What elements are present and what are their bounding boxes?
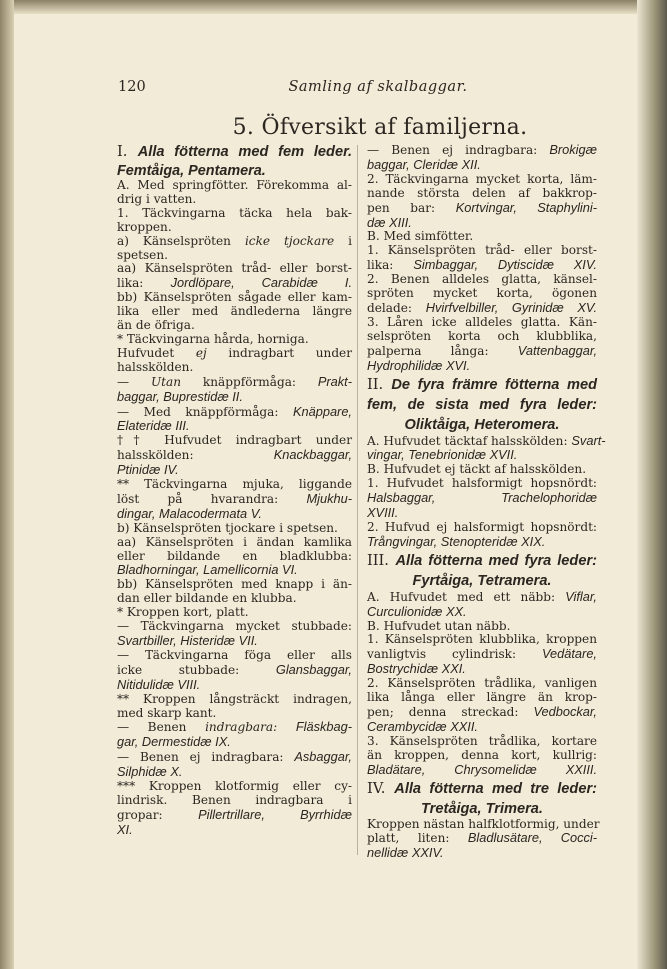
text-line — [117, 333, 352, 347]
text-line — [117, 434, 352, 448]
text-line — [117, 419, 352, 434]
taxon-name: dingar, Malacodermata V. — [117, 505, 262, 521]
page-right-edge — [637, 0, 667, 969]
text-line — [367, 521, 597, 535]
text-span: indragbart under — [206, 345, 352, 360]
group-heading-line — [117, 143, 352, 161]
running-title: Samling af skalbaggar. — [288, 79, 468, 95]
text-line — [367, 244, 597, 258]
taxon-name: Prakt- — [317, 373, 352, 389]
text-line — [117, 663, 352, 678]
taxon-name: Trångvingar, Stenopteridæ XIX. — [367, 533, 546, 549]
text-line — [117, 522, 352, 536]
text-span: * Kroppen kort, platt. — [117, 605, 249, 620]
text-span: platt, liten: — [367, 831, 468, 846]
text-span: 2. Täckvingarna mycket korta, läm- — [367, 171, 597, 186]
right-column — [367, 142, 606, 861]
text-line — [117, 606, 352, 620]
text-span: *** Kroppen klotformig eller cy- — [117, 779, 352, 794]
text-line — [117, 478, 352, 492]
text-span: IV. — [367, 779, 395, 797]
text-line — [117, 720, 352, 735]
text-line — [117, 649, 352, 663]
text-line — [367, 301, 597, 316]
text-span: icke tjockare — [244, 233, 335, 248]
taxon-name: Cerambycidæ XXII. — [367, 718, 478, 734]
text-span: än de öfriga. — [117, 318, 195, 333]
text-line — [367, 831, 597, 846]
text-line — [367, 330, 597, 344]
text-span: halsskölden. — [117, 359, 194, 374]
text-line — [117, 693, 352, 707]
text-span: dan eller bildande en klubba. — [117, 591, 297, 606]
taxon-name: Silphidæ X. — [117, 764, 183, 780]
text-line — [367, 273, 597, 287]
text-line — [367, 506, 597, 521]
text-span: I. — [117, 143, 138, 160]
text-line — [117, 578, 352, 592]
taxon-name: Nitidulidæ VIII. — [117, 676, 201, 692]
text-line — [117, 780, 352, 794]
text-span: aa) Känselspröten tråd- eller borst- — [117, 261, 352, 276]
text-span: delade: — [367, 300, 426, 315]
text-line — [367, 691, 597, 705]
text-line — [117, 735, 352, 750]
text-span: halsskölden: — [117, 448, 274, 463]
text-span: icke stubbade: — [117, 662, 276, 677]
text-span: Femtåiga, Pentamera. — [117, 163, 266, 179]
text-span: kroppen. — [117, 219, 172, 234]
text-span: b) Känselspröten tjockare i spetsen. — [117, 520, 338, 535]
text-line — [117, 620, 352, 634]
text-line — [117, 794, 352, 808]
text-span: nande största delen af bakkrop- — [367, 185, 597, 200]
text-span: pen; denna streckad: — [367, 705, 534, 719]
group-heading-line — [367, 376, 597, 394]
text-span: Alla fötterna med fem leder. — [137, 144, 352, 160]
text-line — [367, 173, 597, 187]
text-line — [367, 816, 600, 832]
taxon-name: Viflar, — [565, 588, 597, 604]
text-span: ej — [195, 345, 207, 360]
taxon-name: Fläskbag- — [295, 719, 352, 735]
text-span: pen bar: — [367, 200, 456, 215]
taxon-name: Vattenbaggar, — [517, 342, 597, 358]
text-line — [367, 359, 597, 374]
text-line — [117, 765, 352, 780]
page-top-edge — [0, 0, 667, 14]
taxon-name: Halsbaggar, Trachelophoridæ — [367, 490, 597, 506]
text-span: Kroppen nästan halfklotformig, under — [367, 816, 600, 831]
text-span: 2. Hufvud ej halsformigt hopsnördt: — [367, 519, 597, 534]
text-span: a) Känselspröten — [117, 233, 245, 248]
text-span: — Täckvingarna föga eller alls — [117, 647, 352, 662]
taxon-name: Vedbockar, — [533, 704, 597, 719]
taxon-name: XI. — [117, 821, 133, 837]
text-span: fem, de sista med fyra leder: — [367, 396, 597, 413]
text-line — [367, 143, 597, 158]
group-heading-line — [367, 780, 597, 798]
text-span: 1. Hufvudet halsformigt hopsnördt: — [367, 476, 597, 491]
text-line — [117, 592, 352, 606]
group-heading-line — [117, 163, 352, 179]
text-line — [117, 221, 352, 235]
taxon-name: Hvirfvelbiller, Gyrinidæ XV. — [425, 299, 598, 315]
text-span: drig i vatten. — [117, 191, 197, 206]
text-span: knäppförmåga: — [181, 374, 318, 389]
text-line — [367, 677, 597, 691]
text-span: A. Hufvudet med ett näbb: — [367, 589, 566, 604]
text-line — [367, 647, 597, 662]
text-line — [117, 550, 352, 564]
text-line — [367, 763, 597, 778]
text-line — [117, 235, 352, 249]
text-span: löst på hvarandra: — [117, 491, 307, 506]
taxon-name: Knackbaggar, — [273, 447, 352, 463]
text-line — [117, 536, 352, 550]
text-span: — Benen ej indragbara: — [117, 750, 295, 765]
text-span: aa) Känselspröten i ändan kamlika — [117, 534, 352, 549]
taxon-name: gar, Dermestidæ IX. — [117, 734, 231, 750]
group-heading-line — [367, 396, 597, 414]
page-number: 120 — [118, 79, 146, 95]
text-span: lika långa eller längre än krop- — [367, 690, 597, 705]
text-line — [117, 507, 352, 522]
text-line — [117, 319, 352, 333]
text-line — [117, 361, 352, 375]
text-line — [367, 216, 597, 231]
text-span: lika eller med ändlederna längre — [117, 304, 352, 319]
taxon-name: Kortvingar, Staphylini- — [455, 199, 598, 215]
text-line — [367, 720, 597, 735]
text-line — [367, 477, 597, 491]
text-line — [117, 808, 352, 823]
page-header — [118, 79, 638, 99]
text-span: vanligtvis cylindrisk: — [367, 647, 542, 662]
text-span: 1. Känselspröten klubblika, kroppen — [367, 632, 597, 647]
text-line — [117, 750, 352, 765]
taxon-name: Bladlusätare, Cocci- — [467, 830, 597, 846]
text-line — [367, 605, 597, 620]
text-span: bb) Känselspröten med knapp i än- — [117, 577, 352, 592]
taxon-name: Jordlöpare, Carabidæ I. — [170, 275, 352, 291]
text-span: i — [334, 233, 352, 248]
taxon-name: Asbaggar, — [294, 749, 352, 765]
taxon-name: Ptinidæ IV. — [117, 462, 179, 478]
text-line — [117, 492, 352, 507]
text-line — [367, 620, 597, 634]
text-span: spetsen. — [117, 247, 168, 262]
text-line — [367, 749, 597, 763]
text-line — [367, 158, 597, 173]
text-line — [367, 187, 597, 201]
text-span: 2. Benen alldeles glatta, känsel- — [367, 272, 597, 287]
text-line — [367, 491, 597, 506]
text-line — [117, 678, 352, 693]
text-span: 1. Känselspröten tråd- eller borst- — [367, 243, 597, 258]
text-line — [367, 344, 597, 359]
text-span: Oliktåiga, Heteromera. — [404, 416, 560, 433]
taxon-name: Glansbaggar, — [275, 661, 352, 677]
text-span: — Täckvingarna mycket stubbade: — [117, 619, 352, 634]
text-line — [117, 291, 352, 305]
text-span: — Benen — [117, 720, 206, 735]
text-line — [367, 448, 597, 463]
taxon-name: vingar, Tenebrionidæ XVII. — [367, 447, 518, 463]
text-span: Alla fötterna med fyra leder: — [395, 552, 597, 569]
text-span: A. Hufvudet täcktaf halsskölden: — [367, 433, 572, 448]
text-span: III. — [367, 551, 396, 569]
text-span: 1. Täckvingarna täcka hela bak- — [117, 205, 352, 220]
text-span: indragbara: — [205, 720, 278, 735]
text-line — [117, 262, 352, 276]
text-span: * Täckvingarna hårda, horniga. — [117, 331, 309, 346]
taxon-name: XVIII. — [367, 505, 399, 521]
taxon-name: Elateridæ III. — [117, 418, 190, 434]
text-line — [367, 535, 597, 550]
text-line — [367, 201, 597, 216]
text-line — [117, 347, 352, 361]
text-span: 3. Känselspröten trådlika, kortare — [367, 733, 597, 748]
text-span: bb) Känselspröten sågade eller kam- — [117, 290, 352, 305]
text-span: Utan — [150, 374, 182, 389]
text-span: ** Täckvingarna mjuka, liggande — [117, 477, 352, 492]
text-line — [117, 207, 352, 221]
text-span: Hufvudet — [117, 345, 196, 360]
taxon-name: baggar, Cleridæ XII. — [367, 156, 481, 172]
text-line — [367, 735, 597, 749]
text-span: De fyra främre fötterna med — [391, 376, 598, 393]
text-line — [367, 258, 597, 273]
text-line — [367, 662, 597, 677]
text-span: palperna långa: — [367, 343, 518, 358]
taxon-name: Vedätare, — [541, 646, 597, 662]
text-span: — Med knäppförmåga: — [117, 404, 293, 419]
text-span: lika: — [117, 276, 171, 291]
taxon-name: Hydrophilidæ XVI. — [367, 357, 471, 373]
taxon-name: Mjukhu- — [306, 490, 352, 506]
page-gutter-edge — [0, 0, 14, 969]
text-line — [367, 316, 597, 330]
taxon-name: dæ XIII. — [367, 214, 412, 230]
text-span: än kroppen, denna kort, kullrig: — [367, 747, 597, 762]
section-title: 5. Öfversikt af familjerna. — [232, 115, 528, 140]
text-line — [367, 287, 597, 301]
text-line — [117, 707, 352, 721]
taxon-name: Curculionidæ XX. — [367, 603, 467, 619]
column-divider — [357, 145, 358, 855]
taxon-name: Knäppare, — [292, 403, 352, 419]
group-heading-line — [367, 800, 597, 818]
text-span: Alla fötterna med tre leder: — [394, 780, 597, 797]
text-line — [367, 846, 597, 861]
text-line — [117, 563, 352, 578]
taxon-name: nellidæ XXIV. — [367, 845, 444, 861]
text-span: Fyrtåiga, Tetramera. — [412, 572, 552, 589]
taxon-name: Brokigæ — [549, 142, 597, 157]
taxon-name: Bostrychidæ XXI. — [367, 661, 466, 677]
text-span: — Benen ej indragbara: — [367, 143, 550, 157]
taxon-name: Svartbiller, Histeridæ VII. — [117, 633, 258, 648]
group-heading-line — [367, 572, 597, 590]
text-span: gropar: — [117, 807, 199, 822]
taxon-name: baggar, Buprestidæ II. — [117, 388, 243, 404]
text-span: med skarp kant. — [117, 705, 217, 720]
text-line — [367, 705, 597, 720]
text-line — [117, 634, 352, 649]
taxon-name: Simbaggar, Dytiscidæ XIV. — [413, 257, 597, 273]
text-span: †† Hufvudet indragbart under — [117, 433, 352, 448]
text-span: Tretåiga, Trimera. — [421, 800, 543, 817]
text-span: A. Med springfötter. Förekomma al- — [117, 178, 352, 192]
text-span: 2. Känselspröten trådlika, vanligen — [367, 676, 597, 691]
text-line — [117, 405, 352, 420]
taxon-name: Bladätare, Chrysomelidæ XXIII. — [367, 761, 597, 777]
text-span: B. Hufvudet ej täckt af halsskölden. — [367, 462, 587, 477]
text-span: ** Kroppen långsträckt indragen, — [117, 691, 352, 706]
taxon-name: Bladhorningar, Lamellicornia VI. — [117, 562, 298, 578]
text-line — [117, 305, 352, 319]
group-heading-line — [367, 552, 597, 570]
text-line — [117, 193, 352, 207]
text-span: lindrisk. Benen indragbara i — [117, 792, 352, 807]
text-span: lika: — [367, 258, 414, 273]
text-line — [367, 590, 597, 605]
text-span: 3. Låren icke alldeles glatta. Kän- — [367, 314, 597, 329]
text-span: B. Hufvudet utan näbb. — [367, 618, 511, 633]
text-line — [367, 463, 597, 477]
text-line — [117, 448, 352, 463]
text-line — [117, 179, 352, 193]
taxon-name: Pillertrillare, Byrrhidæ — [198, 806, 352, 822]
text-line — [367, 432, 606, 449]
text-line — [117, 276, 352, 291]
text-span: — — [117, 374, 151, 389]
text-span: II. — [367, 375, 392, 393]
text-span — [277, 720, 296, 734]
text-span: B. Med simfötter. — [367, 229, 474, 244]
text-line — [117, 463, 352, 478]
text-line — [117, 823, 352, 838]
taxon-name: Svart- — [571, 432, 606, 448]
group-heading-line — [367, 416, 597, 434]
text-span: spröten mycket korta, ögonen — [367, 286, 597, 301]
text-span: selspröten korta och klubblika, — [367, 328, 597, 343]
left-column — [117, 143, 352, 838]
text-line — [117, 390, 352, 405]
text-line — [117, 375, 352, 390]
text-span: eller bildande en bladklubba: — [117, 548, 352, 563]
text-line — [367, 633, 597, 647]
